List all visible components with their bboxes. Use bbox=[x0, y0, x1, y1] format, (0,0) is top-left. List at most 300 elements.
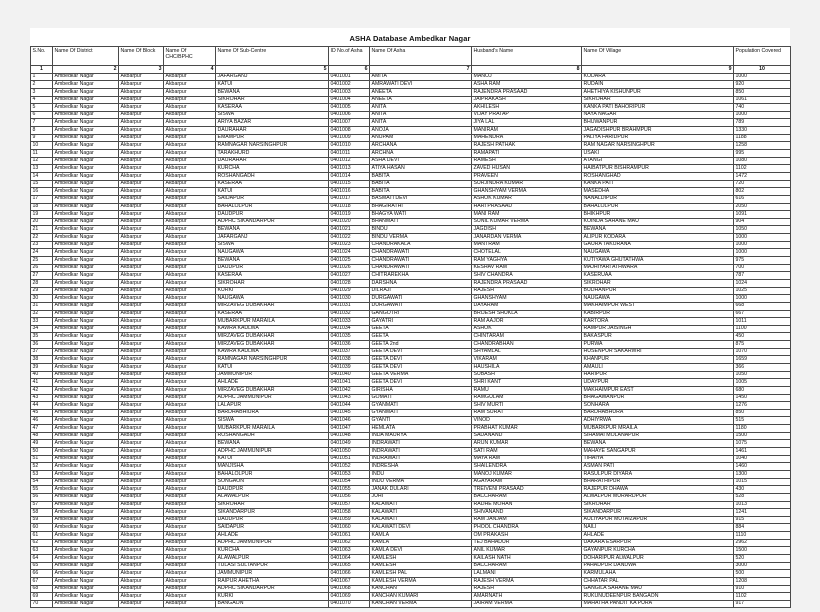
column-number-2: 2 bbox=[53, 66, 119, 74]
table-row[interactable] bbox=[31, 593, 791, 601]
table-row[interactable] bbox=[31, 241, 791, 249]
cell-husband-name: BACCHARAM bbox=[472, 493, 582, 501]
cell-sno: 41 bbox=[31, 379, 53, 387]
cell-district: Ambedkar Nagar bbox=[53, 371, 119, 379]
cell-district: Ambedkar Nagar bbox=[53, 150, 119, 158]
cell-sno: 17 bbox=[31, 195, 53, 203]
table-row[interactable] bbox=[31, 501, 791, 509]
cell-sno: 45 bbox=[31, 409, 53, 417]
cell-sno: 1 bbox=[31, 73, 53, 81]
cell-village: NAUGAWA bbox=[582, 249, 734, 257]
cell-idno: 0401045 bbox=[329, 409, 370, 417]
table-row[interactable] bbox=[31, 509, 791, 517]
table-row[interactable] bbox=[31, 81, 791, 89]
cell-population: 1080 bbox=[734, 157, 791, 165]
cell-asha-name: BINDU bbox=[370, 226, 472, 234]
cell-sno: 66 bbox=[31, 570, 53, 578]
cell-district: Ambedkar Nagar bbox=[53, 363, 119, 371]
cell-subcentre: MIRZAVEG DUBAKHAR bbox=[216, 302, 329, 310]
cell-block: Akbarpur bbox=[119, 302, 164, 310]
cell-husband-name: MANOJ KUMAR bbox=[472, 470, 582, 478]
cell-block: Akbarpur bbox=[119, 310, 164, 318]
cell-sno: 36 bbox=[31, 341, 53, 349]
table-row[interactable] bbox=[31, 310, 791, 318]
cell-chc: Akbarpur bbox=[164, 81, 216, 89]
table-row[interactable] bbox=[31, 188, 791, 196]
cell-chc: Akbarpur bbox=[164, 402, 216, 410]
cell-sno: 40 bbox=[31, 371, 53, 379]
cell-block: Akbarpur bbox=[119, 532, 164, 540]
cell-village: RUKUNUDEENPUR BANGAON bbox=[582, 593, 734, 601]
cell-sno: 54 bbox=[31, 478, 53, 486]
table-row[interactable] bbox=[31, 318, 791, 326]
cell-population: 1024 bbox=[734, 279, 791, 287]
cell-sno: 6 bbox=[31, 111, 53, 119]
cell-population: 668 bbox=[734, 302, 791, 310]
table-row[interactable] bbox=[31, 600, 791, 608]
cell-village: NANALDIPUR bbox=[582, 195, 734, 203]
column-header-subcentre: Name Of Sub-Centre bbox=[216, 47, 329, 66]
table-row[interactable] bbox=[31, 157, 791, 165]
column-number-10: 10 bbox=[734, 66, 791, 74]
cell-idno: 0401033 bbox=[329, 318, 370, 326]
cell-chc: Akbarpur bbox=[164, 493, 216, 501]
cell-chc: Akbarpur bbox=[164, 310, 216, 318]
cell-population: 1241 bbox=[734, 509, 791, 517]
column-header-husband-name: Husband's Name bbox=[472, 47, 582, 66]
cell-asha-name: KANCHAN KUMARI bbox=[370, 593, 472, 601]
cell-idno: 0401050 bbox=[329, 448, 370, 456]
cell-idno: 0401067 bbox=[329, 577, 370, 585]
cell-subcentre: DAUDPUR bbox=[216, 211, 329, 219]
cell-village: BHAGAWANPUR bbox=[582, 394, 734, 402]
cell-asha-name: CHANDRAKALA bbox=[370, 241, 472, 249]
cell-district: Ambedkar Nagar bbox=[53, 325, 119, 333]
column-number-8: 8 bbox=[472, 66, 582, 74]
cell-block: Akbarpur bbox=[119, 264, 164, 272]
cell-husband-name: GHANSHYAM bbox=[472, 295, 582, 303]
cell-husband-name: BACCHARAM bbox=[472, 562, 582, 570]
cell-subcentre: SIKANDARPUR bbox=[216, 509, 329, 517]
table-row[interactable] bbox=[31, 478, 791, 486]
table-row[interactable] bbox=[31, 555, 791, 563]
cell-husband-name: ASHOK KUMAR bbox=[472, 195, 582, 203]
cell-subcentre: SONGAON bbox=[216, 478, 329, 486]
cell-husband-name: RAMAPATI bbox=[472, 150, 582, 158]
table-row[interactable] bbox=[31, 218, 791, 226]
cell-husband-name: PHOOL CHANDRA bbox=[472, 524, 582, 532]
cell-chc: Akbarpur bbox=[164, 218, 216, 226]
cell-chc: Akbarpur bbox=[164, 249, 216, 257]
table-row[interactable] bbox=[31, 470, 791, 478]
cell-sno: 50 bbox=[31, 448, 53, 456]
cell-idno: 0401054 bbox=[329, 478, 370, 486]
cell-sno: 46 bbox=[31, 417, 53, 425]
cell-block: Akbarpur bbox=[119, 226, 164, 234]
cell-population: 1180 bbox=[734, 425, 791, 433]
column-header-idno: ID No.of Asha bbox=[329, 47, 370, 66]
cell-sno: 28 bbox=[31, 279, 53, 287]
cell-population: 1000 bbox=[734, 234, 791, 242]
cell-chc: Akbarpur bbox=[164, 134, 216, 142]
table-row[interactable] bbox=[31, 104, 791, 112]
table-row[interactable] bbox=[31, 455, 791, 463]
cell-village: MAJHIYARI ATHWARA bbox=[582, 264, 734, 272]
cell-population: 995 bbox=[734, 150, 791, 158]
cell-sno: 57 bbox=[31, 501, 53, 509]
cell-idno: 0401025 bbox=[329, 257, 370, 265]
table-row[interactable] bbox=[31, 348, 791, 356]
cell-block: Akbarpur bbox=[119, 234, 164, 242]
cell-district: Ambedkar Nagar bbox=[53, 272, 119, 280]
cell-population: 917 bbox=[734, 600, 791, 608]
cell-idno: 0401008 bbox=[329, 127, 370, 135]
cell-chc: Akbarpur bbox=[164, 509, 216, 517]
cell-idno: 0401060 bbox=[329, 524, 370, 532]
table-row[interactable] bbox=[31, 448, 791, 456]
cell-idno: 0401044 bbox=[329, 402, 370, 410]
cell-block: Akbarpur bbox=[119, 509, 164, 517]
cell-block: Akbarpur bbox=[119, 386, 164, 394]
table-row[interactable] bbox=[31, 463, 791, 471]
table-row[interactable] bbox=[31, 172, 791, 180]
cell-village: MAKHAIMPUR EAST bbox=[582, 386, 734, 394]
table-row[interactable] bbox=[31, 203, 791, 211]
cell-chc: Akbarpur bbox=[164, 88, 216, 96]
table-row[interactable] bbox=[31, 562, 791, 570]
cell-block: Akbarpur bbox=[119, 119, 164, 127]
cell-chc: Akbarpur bbox=[164, 363, 216, 371]
cell-idno: 0401042 bbox=[329, 386, 370, 394]
cell-husband-name: RAM SURAT bbox=[472, 409, 582, 417]
cell-asha-name: BHANMATI bbox=[370, 218, 472, 226]
cell-village: PAHADPUR DANDWA bbox=[582, 562, 734, 570]
cell-husband-name: SUBASH bbox=[472, 371, 582, 379]
table-row[interactable] bbox=[31, 134, 791, 142]
cell-husband-name: SHIV MURTI bbox=[472, 402, 582, 410]
cell-block: Akbarpur bbox=[119, 111, 164, 119]
table-row[interactable] bbox=[31, 111, 791, 119]
cell-asha-name: GYANMATI bbox=[370, 409, 472, 417]
table-row[interactable] bbox=[31, 249, 791, 257]
cell-idno: 0401029 bbox=[329, 287, 370, 295]
cell-village: SIKROHAR bbox=[582, 279, 734, 287]
table-row[interactable] bbox=[31, 570, 791, 578]
table-row[interactable] bbox=[31, 96, 791, 104]
cell-subcentre: MIRZAVEG DUBAKHAR bbox=[216, 386, 329, 394]
table-row[interactable] bbox=[31, 226, 791, 234]
cell-population: 1000 bbox=[734, 241, 791, 249]
cell-block: Akbarpur bbox=[119, 470, 164, 478]
cell-chc: Akbarpur bbox=[164, 341, 216, 349]
table-row[interactable] bbox=[31, 425, 791, 433]
table-row[interactable] bbox=[31, 127, 791, 135]
cell-idno: 0401027 bbox=[329, 272, 370, 280]
asha-database-table bbox=[30, 46, 791, 608]
cell-block: Akbarpur bbox=[119, 218, 164, 226]
cell-sno: 11 bbox=[31, 150, 53, 158]
cell-village: KASERUAA bbox=[582, 272, 734, 280]
column-number-row bbox=[31, 66, 791, 74]
table-row[interactable] bbox=[31, 409, 791, 417]
cell-idno: 0401007 bbox=[329, 119, 370, 127]
cell-husband-name: MANOJ bbox=[472, 73, 582, 81]
cell-district: Ambedkar Nagar bbox=[53, 394, 119, 402]
cell-subcentre: ROSHANGADH bbox=[216, 432, 329, 440]
column-number-1: 1 bbox=[31, 66, 53, 74]
table-row[interactable] bbox=[31, 386, 791, 394]
table-row[interactable] bbox=[31, 547, 791, 555]
cell-block: Akbarpur bbox=[119, 455, 164, 463]
cell-population: 520 bbox=[734, 555, 791, 563]
cell-block: Akbarpur bbox=[119, 463, 164, 471]
cell-village: AMAULI bbox=[582, 363, 734, 371]
cell-population: 1000 bbox=[734, 249, 791, 257]
cell-population: 1659 bbox=[734, 356, 791, 364]
cell-population: 430 bbox=[734, 486, 791, 494]
cell-block: Akbarpur bbox=[119, 295, 164, 303]
cell-idno: 0401032 bbox=[329, 310, 370, 318]
cell-district: Ambedkar Nagar bbox=[53, 440, 119, 448]
cell-subcentre: ADPHC SIKANDARPUR bbox=[216, 585, 329, 593]
table-row[interactable] bbox=[31, 287, 791, 295]
table-row[interactable] bbox=[31, 180, 791, 188]
table-row[interactable] bbox=[31, 119, 791, 127]
cell-sno: 32 bbox=[31, 310, 53, 318]
table-row[interactable] bbox=[31, 302, 791, 310]
cell-asha-name: GEETA DEVI bbox=[370, 379, 472, 387]
cell-village: GANGILA SAHANE MAU bbox=[582, 585, 734, 593]
cell-idno: 0401031 bbox=[329, 302, 370, 310]
cell-sno: 44 bbox=[31, 402, 53, 410]
cell-village: SIHAMAI MOLANAPUR bbox=[582, 432, 734, 440]
cell-husband-name: GHANSHYAM VERMA bbox=[472, 188, 582, 196]
table-row[interactable] bbox=[31, 532, 791, 540]
cell-subcentre: KAWRA KAULWA bbox=[216, 325, 329, 333]
cell-district: Ambedkar Nagar bbox=[53, 241, 119, 249]
cell-block: Akbarpur bbox=[119, 257, 164, 265]
table-row[interactable] bbox=[31, 341, 791, 349]
table-row[interactable] bbox=[31, 356, 791, 364]
cell-population: 515 bbox=[734, 417, 791, 425]
cell-village: GAYANPUR KURCHA bbox=[582, 547, 734, 555]
table-row[interactable] bbox=[31, 272, 791, 280]
cell-idno: 0401028 bbox=[329, 279, 370, 287]
cell-asha-name: HEMLATA bbox=[370, 425, 472, 433]
cell-population: 3000 bbox=[734, 562, 791, 570]
cell-district: Ambedkar Nagar bbox=[53, 310, 119, 318]
cell-population: 2050 bbox=[734, 203, 791, 211]
cell-block: Akbarpur bbox=[119, 150, 164, 158]
cell-sno: 25 bbox=[31, 257, 53, 265]
cell-village: ATANGI bbox=[582, 157, 734, 165]
cell-block: Akbarpur bbox=[119, 272, 164, 280]
table-row[interactable] bbox=[31, 516, 791, 524]
cell-chc: Akbarpur bbox=[164, 448, 216, 456]
cell-village: GAURA TAKURANA bbox=[582, 241, 734, 249]
cell-subcentre: DAURAHAR bbox=[216, 157, 329, 165]
cell-population: 1000 bbox=[734, 295, 791, 303]
cell-village: SONHARA bbox=[582, 402, 734, 410]
table-row[interactable] bbox=[31, 394, 791, 402]
cell-subcentre: LALAPUR bbox=[216, 402, 329, 410]
cell-sno: 15 bbox=[31, 180, 53, 188]
cell-village: UDAYPUR bbox=[582, 379, 734, 387]
table-row[interactable] bbox=[31, 371, 791, 379]
cell-subcentre: JAMMUNIPUR bbox=[216, 371, 329, 379]
cell-district: Ambedkar Nagar bbox=[53, 96, 119, 104]
cell-idno: 0401003 bbox=[329, 88, 370, 96]
cell-idno: 0401014 bbox=[329, 172, 370, 180]
cell-idno: 0401062 bbox=[329, 539, 370, 547]
cell-husband-name: VIJAY PRATAP bbox=[472, 111, 582, 119]
cell-husband-name: AKHILESH bbox=[472, 104, 582, 112]
table-row[interactable] bbox=[31, 493, 791, 501]
cell-sno: 43 bbox=[31, 394, 53, 402]
cell-chc: Akbarpur bbox=[164, 96, 216, 104]
cell-district: Ambedkar Nagar bbox=[53, 547, 119, 555]
cell-subcentre: DAURAHAR bbox=[216, 127, 329, 135]
table-row[interactable] bbox=[31, 432, 791, 440]
cell-asha-name: JUHI bbox=[370, 493, 472, 501]
table-row[interactable] bbox=[31, 333, 791, 341]
cell-idno: 0401065 bbox=[329, 562, 370, 570]
cell-subcentre: SAIDAPUR bbox=[216, 524, 329, 532]
table-row[interactable] bbox=[31, 165, 791, 173]
cell-block: Akbarpur bbox=[119, 547, 164, 555]
cell-chc: Akbarpur bbox=[164, 379, 216, 387]
table-row[interactable] bbox=[31, 279, 791, 287]
cell-population: 850 bbox=[734, 409, 791, 417]
cell-asha-name: KALAWATI bbox=[370, 509, 472, 517]
cell-chc: Akbarpur bbox=[164, 203, 216, 211]
table-row[interactable] bbox=[31, 363, 791, 371]
cell-district: Ambedkar Nagar bbox=[53, 562, 119, 570]
cell-sno: 70 bbox=[31, 600, 53, 608]
table-row[interactable] bbox=[31, 73, 791, 81]
cell-block: Akbarpur bbox=[119, 440, 164, 448]
table-row[interactable] bbox=[31, 325, 791, 333]
cell-district: Ambedkar Nagar bbox=[53, 211, 119, 219]
cell-sno: 21 bbox=[31, 226, 53, 234]
cell-asha-name: KAMLA bbox=[370, 532, 472, 540]
cell-idno: 0401049 bbox=[329, 440, 370, 448]
table-row[interactable] bbox=[31, 150, 791, 158]
cell-idno: 0401046 bbox=[329, 417, 370, 425]
cell-husband-name: RAJESH PATHAK bbox=[472, 142, 582, 150]
column-header-block: Name Of Block bbox=[119, 47, 164, 66]
cell-asha-name: CHANDRAWATI bbox=[370, 264, 472, 272]
table-row[interactable] bbox=[31, 440, 791, 448]
cell-asha-name: BABITA bbox=[370, 172, 472, 180]
table-row[interactable] bbox=[31, 379, 791, 387]
table-row[interactable] bbox=[31, 195, 791, 203]
table-row[interactable] bbox=[31, 295, 791, 303]
table-row[interactable] bbox=[31, 585, 791, 593]
table-row[interactable] bbox=[31, 486, 791, 494]
cell-husband-name: ARUN KUMAR bbox=[472, 440, 582, 448]
cell-asha-name: KAMLESH PAL bbox=[370, 570, 472, 578]
cell-population: 1061 bbox=[734, 96, 791, 104]
cell-husband-name: RAJENDRA PRASAAD bbox=[472, 88, 582, 96]
cell-subcentre: KASERAA bbox=[216, 104, 329, 112]
cell-husband-name: SHRI KANT bbox=[472, 379, 582, 387]
table-row[interactable] bbox=[31, 539, 791, 547]
cell-block: Akbarpur bbox=[119, 127, 164, 135]
cell-asha-name: GAYATRI bbox=[370, 318, 472, 326]
table-row[interactable] bbox=[31, 417, 791, 425]
table-row[interactable] bbox=[31, 88, 791, 96]
table-row[interactable] bbox=[31, 211, 791, 219]
cell-population: 920 bbox=[734, 81, 791, 89]
cell-idno: 0401022 bbox=[329, 234, 370, 242]
cell-block: Akbarpur bbox=[119, 486, 164, 494]
cell-block: Akbarpur bbox=[119, 195, 164, 203]
cell-district: Ambedkar Nagar bbox=[53, 470, 119, 478]
cell-population: 1070 bbox=[734, 348, 791, 356]
table-row[interactable] bbox=[31, 524, 791, 532]
cell-husband-name: TREIVENI PRASAAD bbox=[472, 486, 582, 494]
cell-population: 528 bbox=[734, 493, 791, 501]
cell-population: 850 bbox=[734, 88, 791, 96]
table-row[interactable] bbox=[31, 577, 791, 585]
cell-block: Akbarpur bbox=[119, 493, 164, 501]
table-row[interactable] bbox=[31, 264, 791, 272]
cell-district: Ambedkar Nagar bbox=[53, 532, 119, 540]
cell-chc: Akbarpur bbox=[164, 524, 216, 532]
cell-village: SIKROHAR bbox=[582, 501, 734, 509]
cell-asha-name: KANCHAN VERMA bbox=[370, 600, 472, 608]
column-number-9: 9 bbox=[582, 66, 734, 74]
table-row[interactable] bbox=[31, 402, 791, 410]
cell-block: Akbarpur bbox=[119, 417, 164, 425]
cell-population: 700 bbox=[734, 264, 791, 272]
cell-population: 1300 bbox=[734, 470, 791, 478]
cell-asha-name: GEETA DEVI bbox=[370, 356, 472, 364]
cell-asha-name: GEETA DEVI bbox=[370, 348, 472, 356]
cell-chc: Akbarpur bbox=[164, 241, 216, 249]
cell-subcentre: BAHALOLPUR bbox=[216, 203, 329, 211]
cell-asha-name: DILRAJI bbox=[370, 287, 472, 295]
cell-husband-name: SHAILENDRA bbox=[472, 463, 582, 471]
cell-block: Akbarpur bbox=[119, 394, 164, 402]
cell-asha-name: GEETA 2nd bbox=[370, 341, 472, 349]
cell-asha-name: JANAK DULARI bbox=[370, 486, 472, 494]
cell-population: 1500 bbox=[734, 547, 791, 555]
cell-husband-name: RAJESH VERMA bbox=[472, 577, 582, 585]
cell-asha-name: ARCHANA bbox=[370, 142, 472, 150]
cell-subcentre: AHLADE bbox=[216, 532, 329, 540]
cell-district: Ambedkar Nagar bbox=[53, 509, 119, 517]
cell-chc: Akbarpur bbox=[164, 463, 216, 471]
cell-district: Ambedkar Nagar bbox=[53, 257, 119, 265]
cell-chc: Akbarpur bbox=[164, 532, 216, 540]
cell-village: TIHAIYA bbox=[582, 455, 734, 463]
cell-chc: Akbarpur bbox=[164, 409, 216, 417]
cell-chc: Akbarpur bbox=[164, 486, 216, 494]
cell-husband-name: KESHAV RAM bbox=[472, 264, 582, 272]
table-row[interactable] bbox=[31, 234, 791, 242]
cell-subcentre: ARIYA BAZAR bbox=[216, 119, 329, 127]
table-row[interactable] bbox=[31, 257, 791, 265]
cell-subcentre: ADPHC JAMMUNIPUR bbox=[216, 394, 329, 402]
cell-chc: Akbarpur bbox=[164, 295, 216, 303]
cell-asha-name: GEETA bbox=[370, 333, 472, 341]
cell-husband-name: PRAVEEN bbox=[472, 172, 582, 180]
cell-chc: Akbarpur bbox=[164, 226, 216, 234]
table-row[interactable] bbox=[31, 142, 791, 150]
cell-district: Ambedkar Nagar bbox=[53, 180, 119, 188]
